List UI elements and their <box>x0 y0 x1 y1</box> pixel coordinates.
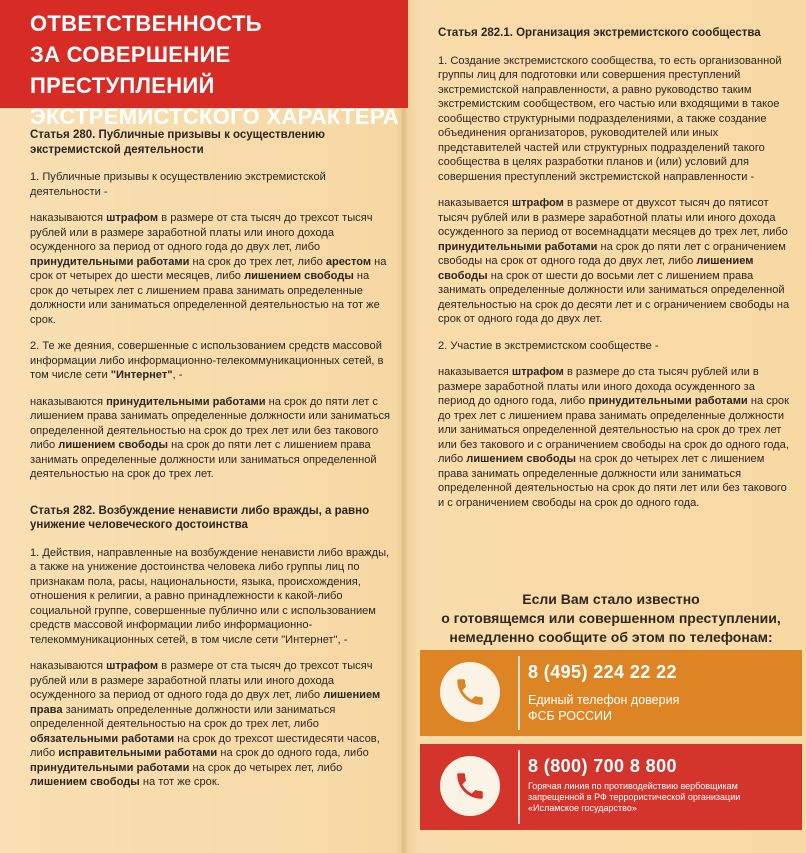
phone-icon-badge <box>440 662 500 722</box>
phone-icon <box>453 769 487 803</box>
bold-term: лишением свободы <box>244 270 354 282</box>
left-column <box>30 128 392 802</box>
article-282-1-penalty1: наказывается штрафом в размере от двухсот тысяч до пятисот тысяч рублей или в размере заработной платы или иного дохода осужденного за период от восемнадцати месяцев до трех лет, либо принудительными работами на срок до пяти лет с ограничением свободы на срок от одного года до двух лет, либо лишением свободы на срок от шести до восьми лет с лишением права занимать определенные должности или заниматься определенной деятельностью на срок до десяти лет и с ограничением свободы на срок от одного года до двух лет. <box>438 197 790 325</box>
phone-number[interactable]: 8 (495) 224 22 22 <box>528 662 677 682</box>
article-280-part1: 1. Публичные призывы к осуществлению экстремистской деятельности - <box>30 171 326 198</box>
phone-icon-badge <box>440 756 500 816</box>
notice-line: немедленно сообщите об этом по телефонам: <box>449 629 773 645</box>
title-line: ЗА СОВЕРШЕНИЕ ПРЕСТУПЛЕНИЙ <box>30 42 231 98</box>
description-line: ФСБ РОССИИ <box>528 709 613 723</box>
bold-term: принудительными работами <box>30 761 190 774</box>
article-282-part1: 1. Действия, направленные на возбуждение ненависти либо вражды, а также на унижение достоинства человека либо группы лиц по признакам пола, расы, национальности, языка, происхождения, отношения к религии, а равно принадлежности к какой-либо социальной группе, совершенные публично или с использованием средств массовой информации либо информационно-телекоммуникационных сетей, в том числе сети "Интернет", - <box>30 546 390 646</box>
bold-term: лишением свободы <box>58 439 169 451</box>
divider <box>518 656 520 730</box>
phone-description <box>528 781 740 814</box>
article-282-heading: Статья 282. Возбуждение ненависти либо вражды, а равно унижение человеческого достоинства <box>30 504 370 531</box>
bold-term: лишением свободы <box>438 255 754 282</box>
page-fold <box>401 0 407 853</box>
article-282-1-penalty2: наказывается штрафом в размере до ста тысяч рублей или в размере заработной платы или иного дохода осужденного за период до одного года, либо принудительными работами на срок до трех лет с лишением права занимать определенные должности или заниматься определенной деятельностью на срок до трех лет или без такового и с ограничением свободы на срок до одного года, либо лишением свободы на срок до четырех лет с лишением права занимать определенные должности или заниматься определенной деятельностью на срок до пяти лет или без такового и с ограничением свободы на срок до одного года. <box>438 366 789 509</box>
bold-term: принудительными работами <box>106 395 266 408</box>
bold-term: принудительными работами <box>30 255 190 268</box>
article-280-penalty1: наказываются штрафом в размере от ста тысяч до трехсот тысяч рублей или в размере заработной платы или иного дохода осужденного за период от одного года до двух лет, либо принудительными работами на срок до трех лет, либо арестом на срок от четырех до шести месяцев, либо лишением свободы на срок до четырех лет с лишением права занимать определенные должности или заниматься определенной деятельностью на тот же срок. <box>30 212 387 326</box>
notice-line: о готовящемся или совершенном преступлении, <box>441 610 781 626</box>
right-column <box>438 26 790 522</box>
bold-term: штрафом <box>511 366 564 378</box>
description-line: Горячая линия по противодействию вербовщикам <box>528 781 738 791</box>
divider <box>518 750 520 824</box>
article-280-heading: Статья 280. Публичные призывы к осуществлению экстремистской деятельности <box>30 129 325 156</box>
recruitment-hotline-box[interactable] <box>420 744 802 830</box>
phone-description <box>528 692 679 724</box>
fsb-hotline-box[interactable] <box>420 650 802 736</box>
bold-term: "Интернет" <box>110 369 173 381</box>
bold-term: лишением права <box>30 689 381 716</box>
article-282-1-part1: 1. Создание экстремистского сообщества, то есть организованной группы лиц для подготовки или совершения преступлений экстремистской направленности, а равно руководство таким экстремистским сообществом, его частью или входящими в такое сообщество структурными подразделениями, а также создание объединения организаторов, руководителей или иных представителей частей или структурных подразделений такого сообщества в целях разработки планов и (или) условий для совершения преступлений экстремистской направленности - <box>438 54 782 183</box>
article-280-part2: 2. Те же деяния, совершенные с использованием средств массовой информации либо информационно-телекоммуникационных сетей, в том числе сети "Интернет", - <box>30 340 384 381</box>
bold-term: принудительными работами <box>588 395 748 407</box>
notice-line: Если Вам стало известно <box>522 591 700 607</box>
article-282-1-part2: 2. Участие в экстремистском сообществе - <box>438 339 659 352</box>
description-line: Единый телефон доверия <box>528 693 680 707</box>
description-line: «Исламское государство» <box>528 803 637 813</box>
article-282-penalty1: наказываются штрафом в размере от ста тысяч до трехсот тысяч рублей или в размере заработной платы или иного дохода осужденного за период от одного года до двух лет, либо лишением права занимать определенные должности или заниматься определенной деятельностью на срок до трех лет, либо обязательными работами на срок до трехсот шестидесяти часов, либо исправительными работами на срок до одного года, либо принудительными работами на срок до четырех лет, либо лишением свободы на тот же срок. <box>30 660 381 788</box>
bold-term: принудительными работами <box>438 240 598 253</box>
bold-term: лишением свободы <box>30 776 140 788</box>
phone-icon <box>453 675 487 709</box>
title-line: ЭКСТРЕМИСТСКОГО ХАРАКТЕРА <box>30 104 400 129</box>
bold-term: арестом <box>325 255 372 268</box>
contact-notice <box>420 590 802 647</box>
article-280-penalty2: наказываются принудительными работами на срок до пяти лет с лишением права занимать определенные должности или заниматься определенной деятельностью на срок до трех лет или без такового либо лишением свободы на срок до пяти лет с лишением права занимать определенные должности или заниматься определенной деятельностью на срок до трех лет. <box>30 395 391 480</box>
title-line: ОТВЕТСТВЕННОСТЬ <box>30 11 262 36</box>
article-282-1-heading: Статья 282.1. Организация экстремистского сообщества <box>438 27 761 39</box>
bold-term: обязательными работами <box>30 732 175 745</box>
main-title <box>30 8 400 132</box>
phone-number[interactable]: 8 (800) 700 8 800 <box>528 756 677 776</box>
description-line: запрещенной в РФ террористической организации <box>528 792 741 802</box>
bold-term: штрафом <box>511 197 564 209</box>
bold-term: лишением свободы <box>466 453 577 465</box>
bold-term: штрафом <box>106 660 159 672</box>
bold-term: исправительными работами <box>58 747 218 759</box>
bold-term: штрафом <box>106 212 159 224</box>
